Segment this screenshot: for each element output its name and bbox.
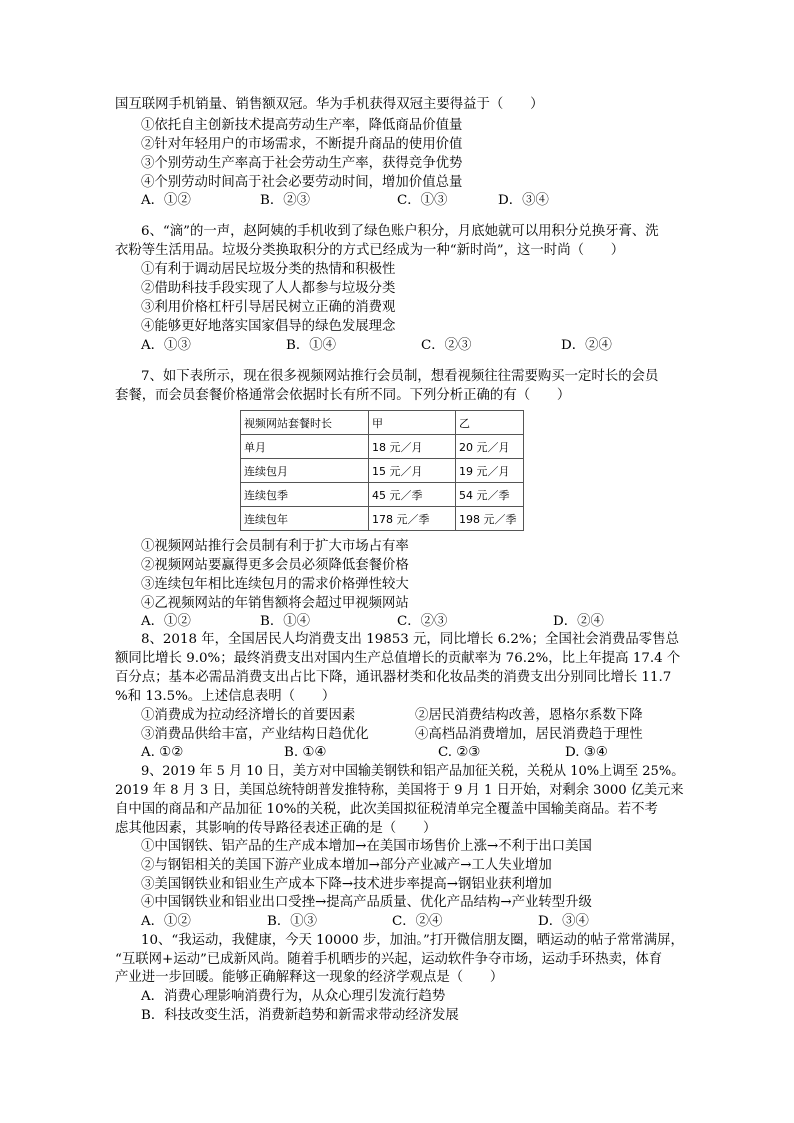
q7-item-2: ②视频网站要赢得更多会员必须降低套餐价格	[141, 558, 409, 573]
q5-options	[141, 191, 661, 210]
q8-items-row-1	[141, 706, 681, 725]
table-cell: 单月	[241, 435, 369, 459]
q6-stem-line-2: 衣粉等生活用品。垃圾分类换取积分的方式已经成为一种“新时尚”，这一时尚（ ）	[115, 243, 625, 258]
table-header-row	[241, 411, 524, 435]
table-row	[241, 459, 524, 483]
q10-option-a: A．消费心理影响消费行为，从众心理引发流行趋势	[141, 989, 446, 1004]
q9-option-b: B．①③	[267, 914, 318, 929]
q7-stem-line-2: 套餐，而会员套餐价格通常会依据时长有所不同。下列分析正确的有（ ）	[115, 388, 571, 403]
q7-item-3: ③连续包年相比连续包月的需求价格弹性较大	[141, 577, 409, 592]
q9-stem-line-2: 2019 年 8 月 3 日，美国总统特朗普发推特称，美国将于 9 月 1 日开始，对剩余 3000 亿美元来	[115, 783, 684, 798]
q6-option-b: B．①④	[286, 338, 337, 353]
table-header-cell: 甲	[369, 411, 456, 435]
table-cell: 54 元／季	[456, 483, 524, 507]
q8-option-b: B. ①④	[284, 745, 327, 760]
q5-option-a: A．①②	[141, 193, 191, 208]
q6-item-4: ④能够更好地落实国家倡导的绿色发展理念	[141, 319, 396, 334]
q5-option-b: B．②③	[260, 193, 311, 208]
table-cell: 198 元／季	[456, 507, 524, 531]
q7-stem-line-1: 7、如下表所示，现在很多视频网站推行会员制，想看视频往往需要购买一定时长的会员	[141, 369, 659, 384]
table-cell: 20 元／月	[456, 435, 524, 459]
q5-option-c: C．①③	[397, 193, 448, 208]
q6-item-1: ①有利于调动居民垃圾分类的热情和积极性	[141, 262, 396, 277]
q8-stem-line-1: 8、2018 年，全国居民人均消费支出 19853 元，同比增长 6.2%；全国社会消费品零售总	[141, 632, 679, 647]
q6-option-c: C．②③	[421, 338, 472, 353]
table-cell: 15 元／月	[369, 459, 456, 483]
q7-item-4: ④乙视频网站的年销售额将会超过甲视频网站	[141, 596, 409, 611]
table-cell: 19 元／月	[456, 459, 524, 483]
q8-item-4: ④高档品消费增加，居民消费趋于理性	[415, 727, 643, 742]
table-cell: 连续包月	[241, 459, 369, 483]
table-cell: 45 元／季	[369, 483, 456, 507]
q10-stem-line-1: 10、“我运动，我健康，今天 10000 步，加油。”打开微信朋友圈，晒运动的帖子常常满屏，	[141, 933, 684, 948]
q9-item-2: ②与钢铝相关的美国下游产业成本增加→部分产业减产→工人失业增加	[141, 858, 552, 873]
q9-item-3: ③美国钢铁业和铝业生产成本下降→技术进步率提高→钢铝业获利增加	[141, 877, 552, 892]
table-cell: 18 元／月	[369, 435, 456, 459]
q8-option-a: A. ①②	[141, 745, 184, 760]
q7-option-c: C．②③	[397, 614, 448, 629]
q10-stem-line-2: “互联网+运动”已成新风尚。随着手机晒步的兴起，运动软件争夺市场，运动手环热卖，体育	[115, 952, 663, 967]
table-cell: 连续包年	[241, 507, 369, 531]
table-cell: 178 元／季	[369, 507, 456, 531]
q6-item-2: ②借助科技手段实现了人人都参与垃圾分类	[141, 281, 396, 296]
q8-item-3: ③消费品供给丰富，产业结构日趋优化	[141, 727, 369, 742]
q8-options	[141, 743, 681, 762]
q7-option-d: D．②④	[553, 614, 604, 629]
q6-option-a: A．①③	[141, 338, 191, 353]
q6-item-3: ③利用价格杠杆引导居民树立正确的消费观	[141, 300, 396, 315]
q5-item-1: ①依托自主创新技术提高劳动生产率，降低商品价值量	[141, 118, 463, 133]
q5-option-d: D．③④	[498, 193, 549, 208]
q8-stem-line-3: 百分点；基本必需品消费支出占比下降，通讯器材类和化妆品类的消费支出分别同比增长 11.7	[115, 670, 672, 685]
membership-price-table	[240, 410, 524, 531]
q8-stem-line-2: 额同比增长 9.0%；最终消费支出对国内生产总值增长的贡献率为 76.2%，比上年提高 17.4 个	[115, 651, 681, 666]
q6-option-d: D．②④	[561, 338, 612, 353]
table-row	[241, 435, 524, 459]
q6-options	[141, 336, 661, 355]
q10-stem-line-3: 产业进一步回暖。能够正确解释这一现象的经济学观点是（ ）	[115, 970, 504, 985]
q9-option-c: C．②④	[392, 914, 443, 929]
q9-option-d: D．③④	[538, 914, 589, 929]
q8-item-1: ①消费成为拉动经济增长的首要因素	[141, 708, 356, 723]
q9-options	[141, 912, 661, 931]
table-row	[241, 483, 524, 507]
q8-option-c: C. ②③	[438, 745, 481, 760]
q5-item-4: ④个别劳动时间高于社会必要劳动时间，增加价值总量	[141, 175, 463, 190]
table-header-cell: 乙	[456, 411, 524, 435]
q10-option-b: B．科技改变生活，消费新趋势和新需求带动经济发展	[141, 1008, 459, 1023]
table-cell: 连续包季	[241, 483, 369, 507]
q8-stem-line-4: %和 13.5%。上述信息表明（ ）	[115, 689, 336, 704]
q8-items-row-2	[141, 725, 681, 744]
q9-item-1: ①中国钢铁、铝产品的生产成本增加→在美国市场售价上涨→不利于出口美国	[141, 839, 592, 854]
q8-option-d: D. ③④	[565, 745, 608, 760]
table-header-cell: 视频网站套餐时长	[241, 411, 369, 435]
q7-option-b: B．①④	[260, 614, 311, 629]
q7-item-1: ①视频网站推行会员制有利于扩大市场占有率	[141, 539, 409, 554]
q9-option-a: A．①②	[141, 914, 191, 929]
q5-item-2: ②针对年轻用户的市场需求，不断提升商品的使用价值	[141, 137, 463, 152]
q7-options	[141, 612, 661, 631]
q8-item-2: ②居民消费结构改善，恩格尔系数下降	[415, 708, 643, 723]
q9-stem-line-4: 虑其他因素，其影响的传导路径表述正确的是（ ）	[115, 821, 437, 836]
q9-stem-line-3: 自中国的商品和产品加征 10%的关税，此次美国拟征税清单完全覆盖中国输美商品。若不考	[115, 802, 658, 817]
q9-item-4: ④中国钢铁业和铝业出口受挫→提高产品质量、优化产品结构→产业转型升级	[141, 895, 592, 910]
q6-stem-line-1: 6、“滴”的一声，赵阿姨的手机收到了绿色账户积分，月底她就可以用积分兑换牙膏、洗	[141, 224, 659, 239]
q5-stem: 国互联网手机销量、销售额双冠。华为手机获得双冠主要得益于（ ）	[115, 97, 544, 112]
q9-stem-line-1: 9、2019 年 5 月 10 日，美方对中国输美钢铁和铝产品加征关税，关税从 10%上调至 25%。	[141, 764, 685, 779]
table-row	[241, 507, 524, 531]
q5-item-3: ③个别劳动生产率高于社会劳动生产率，获得竞争优势	[141, 156, 463, 171]
q7-option-a: A．①②	[141, 614, 191, 629]
